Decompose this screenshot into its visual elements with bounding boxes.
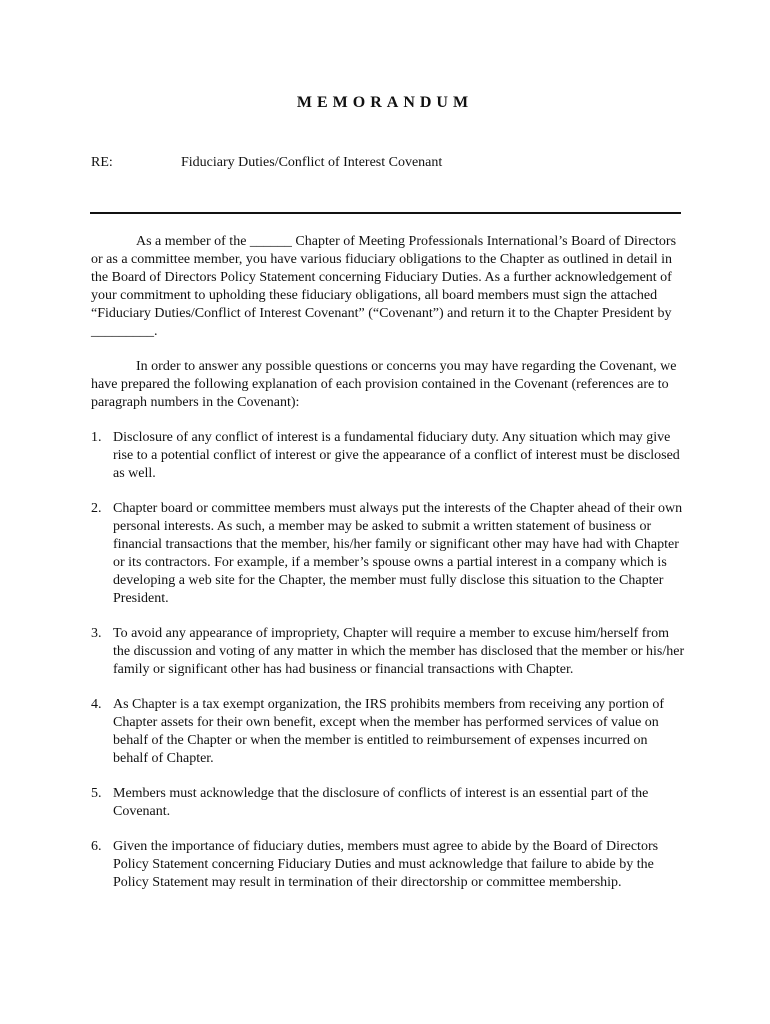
item-number: 6. — [91, 839, 102, 854]
list-item — [91, 429, 685, 483]
memo-title: MEMORANDUM — [296, 94, 474, 111]
explanation-paragraph: In order to answer any possible questions or concerns you may have regarding the Covenant, we have prepared the following explanation of each provision contained in the Covenant (references are to paragraph numbers in the Covenant): — [91, 359, 677, 410]
list-item — [91, 500, 685, 608]
item-number: 4. — [91, 697, 102, 712]
item-text: Members must acknowledge that the disclosure of conflicts of interest is an essential part of the Covenant. — [113, 786, 649, 819]
item-number: 1. — [91, 430, 102, 445]
item-number: 3. — [91, 626, 102, 641]
item-text: As Chapter is a tax exempt organization, the IRS prohibits members from receiving any portion of Chapter assets for their own benefit, except when the member has performed services of value on behalf of the Chapter or when the member is entitled to reimbursement of expenses incurred on behalf of Chapter. — [113, 697, 665, 766]
list-item — [91, 838, 685, 892]
item-text: Disclosure of any conflict of interest is a fundamental fiduciary duty. Any situation which may give rise to a potential conflict of interest or give the appearance of a conflict of interest must be disclosed as well. — [113, 430, 680, 481]
list-item — [91, 785, 685, 821]
provision-list — [91, 429, 685, 892]
re-subject: Fiduciary Duties/Conflict of Interest Covenant — [181, 155, 443, 170]
intro-paragraph: As a member of the ______ Chapter of Meeting Professionals International’s Board of Directors or as a committee member, you have various fiduciary obligations to the Chapter as outlined in detail in the Board of Directors Policy Statement concerning Fiduciary Duties. As a further acknowledgement of your commitment to upholding these fiduciary obligations, all board members must sign the attached “Fiduciary Duties/Conflict of Interest Covenant” (“Covenant”) and return it to the Chapter President by _________. — [91, 234, 677, 339]
item-number: 2. — [91, 501, 102, 516]
item-number: 5. — [91, 786, 102, 801]
item-text: Chapter board or committee members must always put the interests of the Chapter ahead of their own personal interests. As such, a member may be asked to submit a written statement of business or financial transactions that the member, his/her family or significant other may have had with Chapter or its contractors. For example, if a member’s spouse owns a partial interest in a company which is developing a web site for the Chapter, the member must fully disclose this situation to the Chapter President. — [113, 501, 683, 606]
item-text: To avoid any appearance of impropriety, Chapter will require a member to excuse him/herself from the discussion and voting of any matter in which the member has disclosed that the member or his/her family or significant other has had business or financial transactions with Chapter. — [113, 626, 685, 677]
item-text: Given the importance of fiduciary duties, members must agree to abide by the Board of Directors Policy Statement concerning Fiduciary Duties and must acknowledge that failure to abide by the Policy Statement may result in termination of their directorship or committee membership. — [113, 839, 659, 890]
list-item — [91, 625, 685, 679]
re-label: RE: — [91, 155, 113, 170]
header-divider — [90, 212, 681, 214]
memo-body — [91, 233, 685, 909]
list-item — [91, 696, 685, 768]
